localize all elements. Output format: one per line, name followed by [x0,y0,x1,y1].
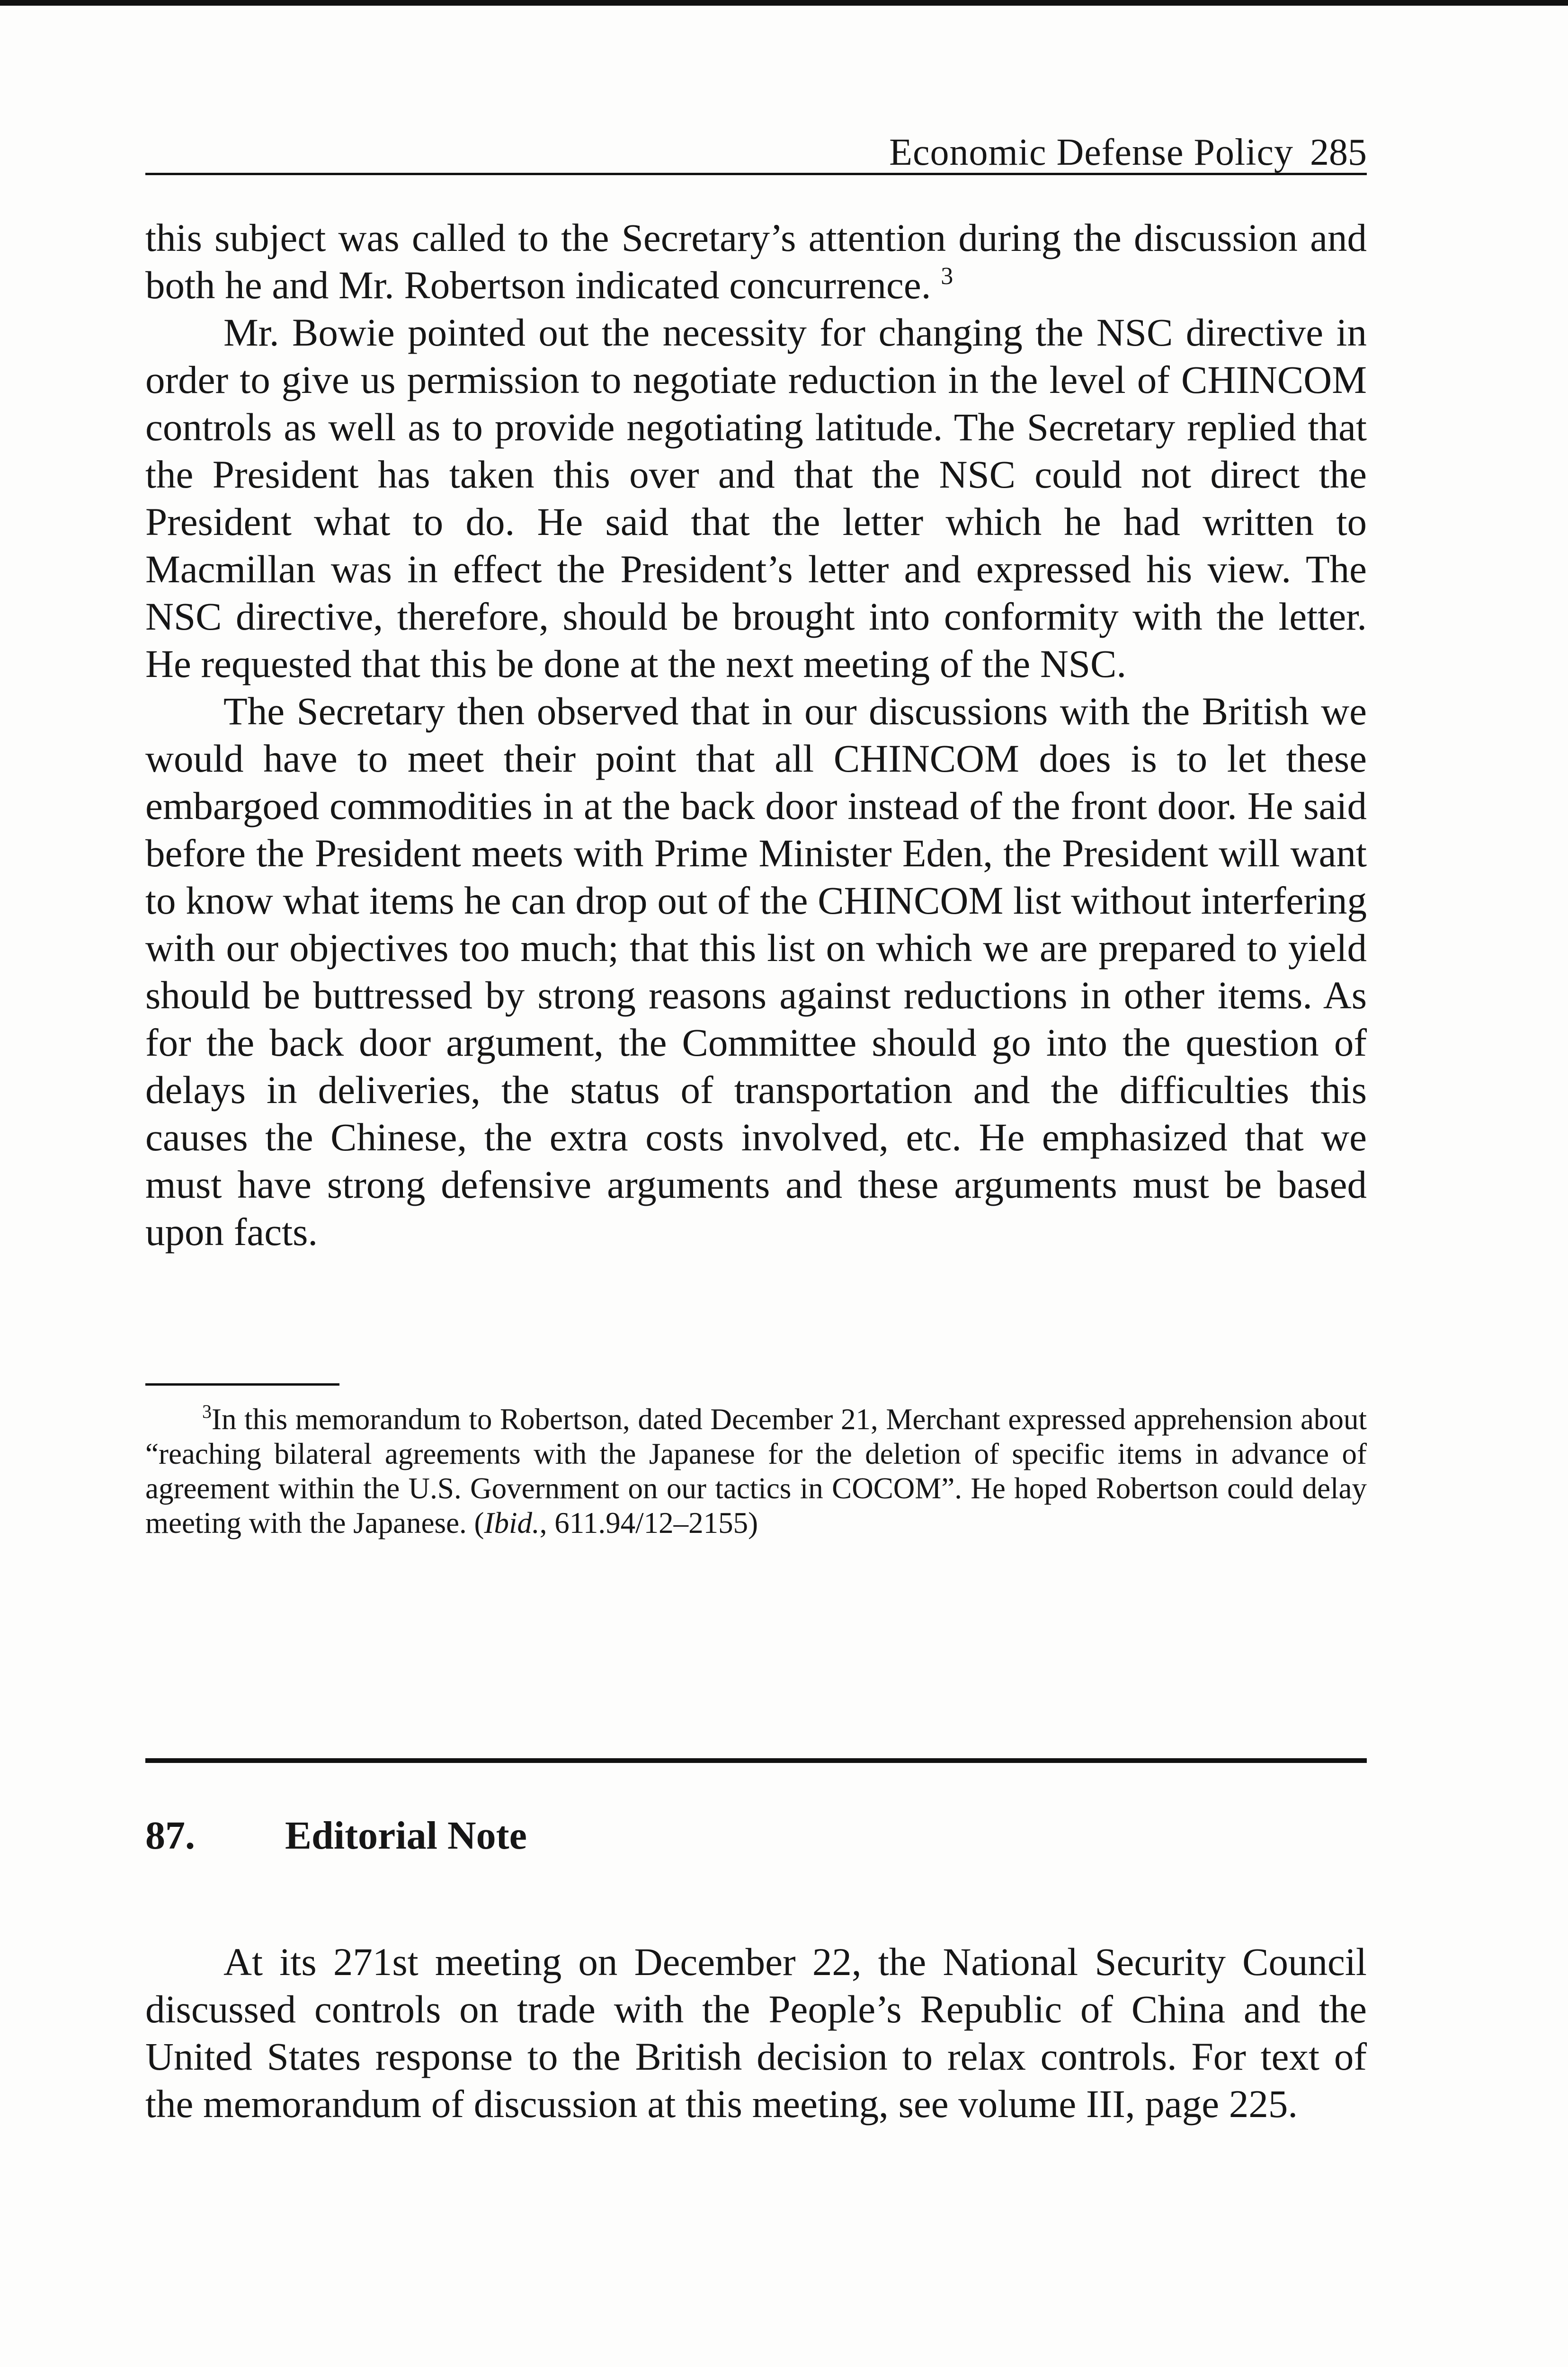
bowie-paragraph: Mr. Bowie pointed out the necessity for changing the NSC directive in order to give us permission to negotiate reduction in the level of CHINCOM controls as well as to provide negotiating latitude. The Secretary replied that the President has taken this over and that the NSC could not direct the President what to do. He said that the letter which he had written to Macmillan was in effect the President’s letter and expressed his view. The NSC directive, therefore, should be brought into conformity with the letter. He requested that this be done at the next meeting of the NSC. [145,311,1367,685]
section-heading [145,1816,1367,1856]
main-body-text [145,214,1367,1255]
running-header [145,128,1367,175]
continued-paragraph-text: this subject was called to the Secretary’s attention during the discussion and both he and Mr. Robertson indicated concurrence. [145,216,1367,307]
section-divider-rule [145,1758,1367,1763]
page-number: 285 [1310,132,1367,173]
footnote-text-main: In this memorandum to Robertson, dated December 21, Merchant expressed apprehension about “reaching bilateral agreements with the Japanese for the deletion of specific items in advance of agreement within the U.S. Government on our tactics in COCOM”. He hoped Robertson could delay meeting with the Japanese. ( [145,1403,1367,1539]
editorial-note-paragraph: At its 271st meeting on December 22, the National Security Council discussed controls on trade with the People’s Republic of China and the United States response to the British decision to relax controls. For text of the memorandum of discussion at this meeting, see volume III, page 225. [145,1940,1367,2126]
footnote-citation-tail: , 611.94/12–2155) [539,1506,758,1539]
secretary-paragraph: The Secretary then observed that in our discussions with the British we would have to meet their point that all CHINCOM does is to let these embargoed commodities in at the back door instead of the front door. He said before the President meets with Prime Minister Eden, the President will want to know what items he can drop out of the CHINCOM list without interfering with our objectives too much; that this list on which we are prepared to yield should be buttressed by strong reasons against reductions in other items. As for the back door argument, the Committee should go into the question of delays in deliveries, the status of transportation and the difficulties this causes the Chinese, the extra costs involved, etc. He emphasized that we must have strong defensive arguments and these arguments must be based upon facts. [145,689,1367,1254]
footnote-number: 3 [202,1401,212,1422]
editorial-note-body [145,1938,1367,2127]
footnote-citation-italic: Ibid. [484,1506,540,1539]
section-number: 87. [145,1814,195,1858]
section-title: Editorial Note [285,1814,527,1858]
footnote-separator [145,1383,339,1386]
footnote-paragraph [145,1402,1367,1540]
continued-paragraph [145,214,1367,309]
running-title: Economic Defense Policy [889,132,1293,173]
footnote-3 [145,1402,1367,1540]
footnote-reference: 3 [941,263,953,290]
top-border-rule [0,0,1568,6]
